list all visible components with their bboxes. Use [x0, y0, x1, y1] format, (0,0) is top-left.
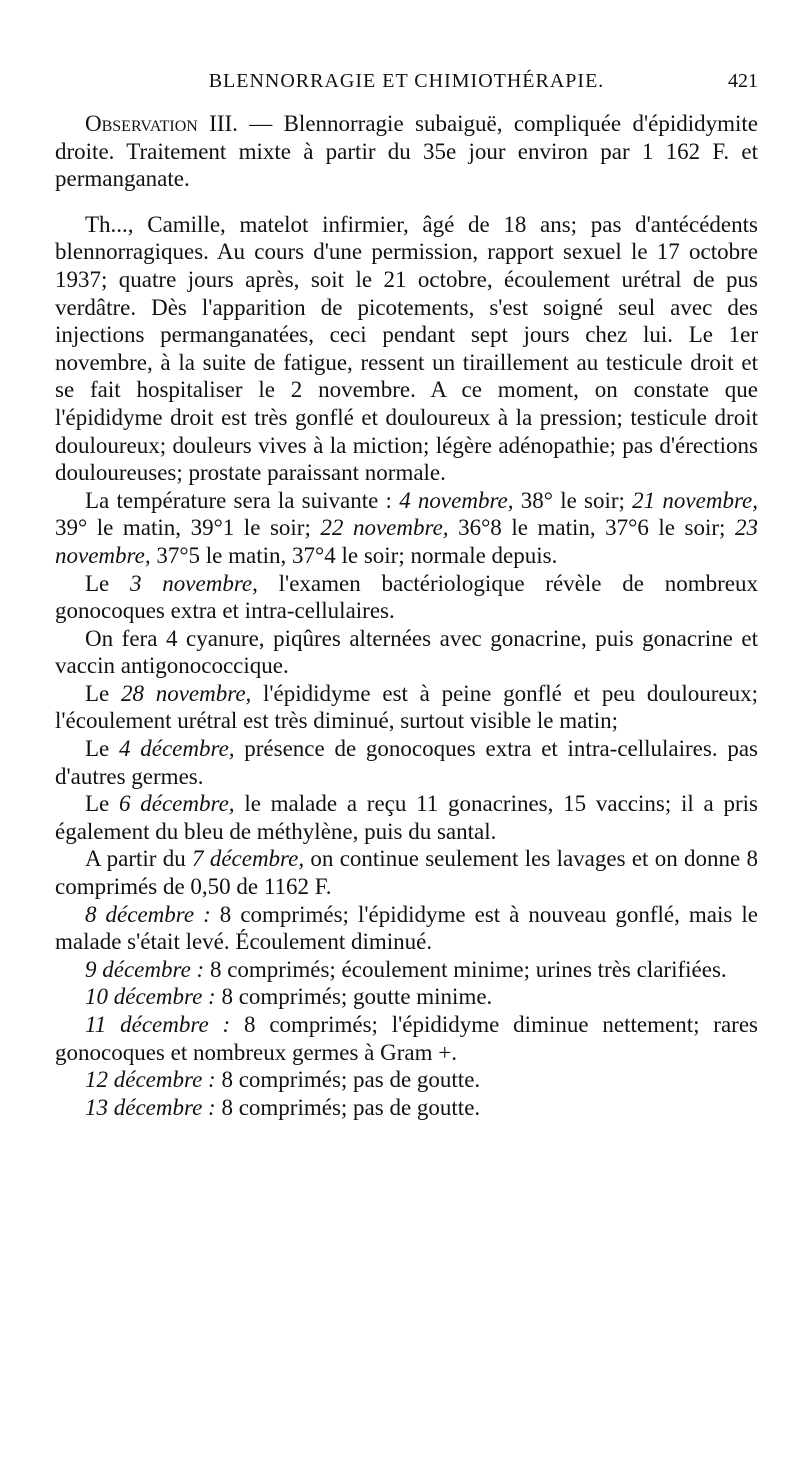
event-prefix: A partir du [85, 846, 193, 872]
event-date: 9 décembre : [85, 956, 205, 982]
event-date: 4 décembre, [119, 736, 235, 762]
temperature-date: 22 novembre, [320, 515, 449, 541]
event-paragraph [55, 1011, 758, 1066]
event-text: 8 comprimés; l'épididyme diminue nettement; rares gonocoques et nombreux germes à Gram +. [55, 1012, 758, 1065]
event-date: 7 décembre, [192, 846, 305, 872]
temperature-reading: 39° le matin, 39°1 le soir; [55, 515, 321, 541]
event-text: 8 comprimés; goutte minime. [215, 984, 493, 1010]
event-paragraph [55, 625, 758, 680]
observation-heading [55, 110, 758, 193]
event-date: 3 novembre, [130, 570, 258, 596]
event-text: 8 comprimés; pas de goutte. [215, 1094, 481, 1120]
event-prefix: Le [85, 570, 131, 596]
event-date: 12 décembre : [85, 1067, 216, 1093]
event-date: 11 décembre : [85, 1012, 231, 1037]
event-date: 8 décembre : [85, 901, 211, 927]
event-text: le malade a reçu 11 gonacrines, 15 vaccins; il a pris également du bleu de méthylène, puis du santal. [55, 791, 758, 844]
case-history-paragraph: Th..., Camille, matelot infirmier, âgé de 18 ans; pas d'antécédents blennorragiques. Au cours d'une permission, rapport sexuel le 17 octobre 1937; quatre jours après, soit le 21 octobre, écoulement urétral de pus verdâtre. Dès l'apparition de picotements, s'est soigné seul avec des injections permanganatées, ceci pendant sept jours chez lui. Le 1er novembre, à la suite de fatigue, ressent un tiraillement au testicule droit et se fait hospitaliser le 2 novembre. A ce moment, on constate que l'épididyme droit est très gonflé et douloureux à la pression; testicule droit douloureux; douleurs vives à la miction; légère adénopathie; pas d'érections douloureuses; prostate paraissant normale. [55, 211, 758, 486]
event-text: 8 comprimés; écoulement minime; urines très clarifiées. [204, 956, 727, 982]
temperature-reading: 36°8 le matin, 37°6 le soir; [448, 515, 735, 541]
event-paragraph [55, 680, 758, 735]
event-date: 13 décembre : [85, 1094, 216, 1120]
observation-label: Observation III. [85, 111, 238, 136]
temperature-date: 4 novembre, [399, 487, 514, 513]
event-date: 10 décembre : [85, 984, 216, 1010]
event-text: On fera 4 cyanure, piqûres alternées avec gonacrine, puis gonacrine et vaccin antigonococcique. [55, 625, 758, 679]
page-number: 421 [728, 70, 758, 92]
event-text: l'examen bactériologique révèle de nombreux gonocoques extra et intra-cellulaires. [55, 570, 758, 624]
event-text: on continue seulement les lavages et on donne 8 comprimés de 0,50 de 1162 F. [55, 846, 758, 900]
temperature-date: 23 novembre, [55, 515, 758, 568]
event-paragraph [55, 570, 758, 625]
event-text: l'épididyme est à peine gonflé et peu douloureux; l'écoulement urétral est très diminué, surtout visible le matin; [55, 680, 758, 734]
event-text: 8 comprimés; l'épididyme est à nouveau gonflé, mais le malade s'était levé. Écoulement diminué. [55, 901, 758, 955]
event-text: 8 comprimés; pas de goutte. [215, 1067, 481, 1093]
temperature-intro: La température sera la suivante : [85, 487, 400, 513]
event-date: 28 novembre, [120, 680, 252, 706]
event-paragraph [55, 845, 758, 900]
temperature-reading: 37°5 le matin, 37°4 le soir; normale depuis. [150, 542, 558, 568]
event-paragraph [55, 735, 758, 790]
observation-text: — Blennorragie subaiguë, compliquée d'épididymite droite. Traitement mixte à partir du 35e jour environ par 1 162 F. et permanganate. [55, 111, 758, 192]
event-date: 6 décembre, [119, 791, 235, 817]
event-paragraph [55, 1066, 758, 1094]
temperature-paragraph [55, 487, 758, 570]
temperature-date: 21 novembre, [632, 487, 758, 513]
running-header [55, 68, 758, 104]
event-prefix: Le [85, 680, 121, 706]
event-paragraph [55, 790, 758, 845]
event-paragraph [55, 956, 758, 984]
temperature-reading: 38° le soir; [513, 487, 633, 513]
event-paragraph [55, 901, 758, 956]
event-prefix: Le [85, 791, 120, 817]
event-prefix: Le [85, 736, 119, 762]
running-title: BLENNORRAGIE ET CHIMIOTHÉRAPIE. [208, 70, 605, 92]
event-paragraph [55, 983, 758, 1011]
event-paragraph [55, 1094, 758, 1122]
event-text: présence de gonocoques extra et intra-cellulaires. pas d'autres germes. [55, 736, 758, 789]
